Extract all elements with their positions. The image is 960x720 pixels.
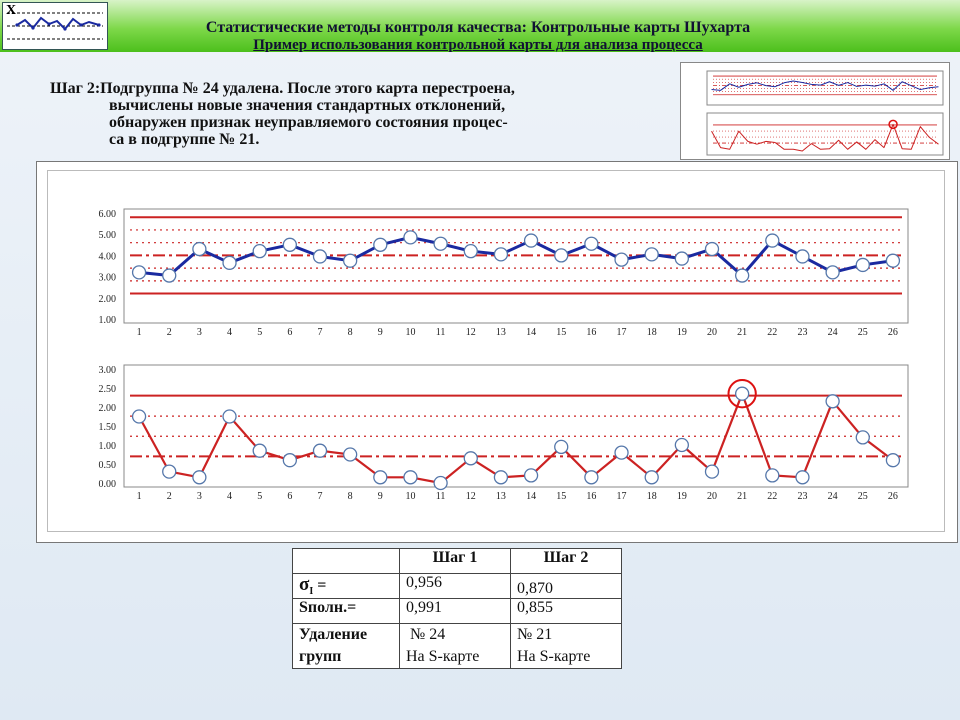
x-chart-data-point <box>585 237 598 250</box>
row-label-removal-2: групп <box>299 648 342 665</box>
sigma-equals: = <box>313 577 327 594</box>
s-chart-xtick-label: 15 <box>556 491 567 502</box>
x-chart-xtick-label: 24 <box>827 327 838 338</box>
s-chart-xtick-label: 24 <box>827 491 838 502</box>
logo <box>2 2 108 50</box>
s-chart-data-point <box>856 431 869 444</box>
step-line-3: обнаружен признак неуправляемого состояния процес- <box>109 114 508 131</box>
s-chart-data-point <box>464 452 477 465</box>
s-chart-data-point <box>374 471 387 484</box>
header-bar <box>0 0 960 52</box>
table-row <box>293 599 622 624</box>
s-chart-xtick-label: 17 <box>616 491 627 502</box>
s-chart-data-point <box>314 444 327 457</box>
s-chart-data-point <box>525 469 538 482</box>
s-chart-xtick-label: 19 <box>676 491 687 502</box>
s-chart-xtick-label: 20 <box>707 491 717 502</box>
s-chart-xtick-label: 16 <box>586 491 597 502</box>
s-chart-xtick-label: 7 <box>317 491 323 502</box>
s-chart-xtick-label: 23 <box>797 491 808 502</box>
s-chart-data-point <box>253 444 266 457</box>
x-chart-xtick-label: 4 <box>227 327 233 338</box>
s-chart-xtick-label: 22 <box>767 491 778 502</box>
x-chart-ytick-label: 5.00 <box>98 230 116 242</box>
s-chart-xtick-label: 13 <box>495 491 506 502</box>
s-chart-xtick-label: 5 <box>257 491 263 502</box>
x-chart-xtick-label: 26 <box>887 327 898 338</box>
x-chart-data-point <box>615 253 628 266</box>
control-charts-svg <box>48 171 944 531</box>
s-chart-xtick-label: 26 <box>887 491 898 502</box>
thumb-s-series-line <box>712 124 939 151</box>
cell-removal-step1-group: № 24 <box>406 626 446 643</box>
x-chart-data-point <box>856 258 869 271</box>
x-chart-xtick-label: 18 <box>646 327 657 338</box>
s-chart-xtick-label: 8 <box>347 491 353 502</box>
s-chart-ytick-label: 1.50 <box>98 422 116 433</box>
x-chart-xtick-label: 11 <box>435 327 446 338</box>
s-chart-plot-frame <box>124 365 908 487</box>
row-label-removal-1: Удаление <box>299 626 368 643</box>
s-chart-xtick-label: 12 <box>465 491 476 502</box>
s-chart-data-point <box>193 471 206 484</box>
s-chart-data-point <box>404 471 417 484</box>
x-chart-ytick-label: 4.00 <box>98 251 116 263</box>
s-chart-xtick-label: 10 <box>405 491 416 502</box>
s-chart-ytick-label: 2.00 <box>98 403 116 414</box>
logo-chart-icon <box>3 3 107 49</box>
row-label-removal <box>293 624 400 669</box>
x-chart-data-point <box>133 266 146 279</box>
s-chart-xtick-label: 1 <box>136 491 142 502</box>
s-chart-data-point <box>826 395 839 408</box>
s-chart-ytick-label: 0.00 <box>98 479 116 490</box>
s-chart-data-point <box>675 439 688 452</box>
x-chart-data-point <box>163 269 176 282</box>
x-chart-data-point <box>555 249 568 262</box>
x-chart-data-point <box>525 234 538 247</box>
table-header-row <box>293 549 622 574</box>
x-chart-xtick-label: 3 <box>196 327 202 338</box>
s-chart-xtick-label: 9 <box>377 491 383 502</box>
s-chart-ytick-label: 2.50 <box>98 384 116 395</box>
x-chart-data-point <box>736 269 749 282</box>
s-chart-data-point <box>555 440 568 453</box>
s-chart-data-point <box>886 454 899 467</box>
x-chart-xtick-label: 7 <box>317 327 323 338</box>
s-chart-xtick-label: 14 <box>526 491 537 502</box>
s-chart-data-point <box>133 410 146 423</box>
x-chart-data-point <box>464 245 477 258</box>
x-chart-ytick-label: 2.00 <box>98 293 116 305</box>
x-chart-xtick-label: 21 <box>737 327 748 338</box>
x-chart-data-point <box>374 238 387 251</box>
page-title: Статистические методы контроля качества: Контрольные карты Шухарта <box>205 19 751 36</box>
x-chart-data-point <box>434 237 447 250</box>
s-chart-data-point <box>223 410 236 423</box>
x-chart-xtick-label: 14 <box>526 327 537 338</box>
s-chart-data-point <box>585 471 598 484</box>
x-chart-xtick-label: 16 <box>586 327 597 338</box>
row-label-s: Sполн.= <box>293 599 400 624</box>
x-chart-xtick-label: 22 <box>767 327 778 338</box>
step-line-2: вычислены новые значения стандартных отклонений, <box>109 97 506 114</box>
s-chart-data-point <box>766 469 779 482</box>
row-label-sigma <box>293 574 400 599</box>
x-chart-data-point <box>766 234 779 247</box>
s-chart-data-point <box>163 465 176 478</box>
cell-removal-step2-group: № 21 <box>517 626 553 643</box>
x-chart-data-point <box>826 266 839 279</box>
s-chart-data-point <box>736 387 749 400</box>
x-chart-data-point <box>675 252 688 265</box>
x-chart-data-point <box>494 248 507 261</box>
step-line-4: са в подгруппе № 21. <box>109 131 260 148</box>
s-chart-xtick-label: 18 <box>646 491 657 502</box>
x-chart-data-point <box>886 254 899 267</box>
s-chart-xtick-label: 25 <box>857 491 868 502</box>
step-description <box>50 80 650 148</box>
x-chart-data-point <box>404 231 417 244</box>
cell-s-step1: 0,991 <box>400 599 511 624</box>
thumbnail-chart-svg <box>681 63 949 159</box>
cell-removal-step2 <box>511 624 622 669</box>
table-corner <box>293 549 400 574</box>
x-chart-xtick-label: 10 <box>405 327 416 338</box>
cell-removal-step2-chart: На S-карте <box>517 648 591 665</box>
cell-sigma-step2: 0,870 <box>511 574 622 599</box>
x-chart-ytick-label: 3.00 <box>98 272 116 284</box>
x-chart-data-point <box>706 243 719 256</box>
s-chart-xtick-label: 11 <box>435 491 446 502</box>
x-chart-xtick-label: 15 <box>556 327 567 338</box>
thumbnail-chart <box>680 62 950 160</box>
x-chart-xtick-label: 17 <box>616 327 627 338</box>
s-chart-xtick-label: 4 <box>227 491 233 502</box>
chart-area <box>47 170 945 532</box>
x-chart-data-point <box>645 248 658 261</box>
s-chart-data-point <box>494 471 507 484</box>
page-subtitle <box>118 37 838 54</box>
x-chart-data-point <box>223 256 236 269</box>
x-chart-xtick-label: 20 <box>707 327 717 338</box>
s-chart-xtick-label: 2 <box>166 491 172 502</box>
x-chart-data-point <box>314 250 327 263</box>
x-chart-ytick-label: 1.00 <box>98 315 116 326</box>
x-chart-xtick-label: 12 <box>465 327 476 338</box>
x-chart-data-point <box>193 243 206 256</box>
col-header-step1: Шаг 1 <box>400 549 511 574</box>
col-header-step2: Шаг 2 <box>511 549 622 574</box>
x-chart-xtick-label: 1 <box>136 327 142 338</box>
s-chart-data-point <box>434 477 447 490</box>
x-chart-xtick-label: 2 <box>166 327 172 338</box>
chart-frame <box>36 161 958 543</box>
x-chart-xtick-label: 5 <box>257 327 263 338</box>
x-chart-data-point <box>796 250 809 263</box>
s-chart-data-point <box>645 471 658 484</box>
s-chart-ytick-label: 3.00 <box>98 365 116 376</box>
x-chart-data-point <box>253 245 266 258</box>
x-chart-xtick-label: 19 <box>676 327 687 338</box>
s-chart-ytick-label: 1.00 <box>98 441 116 452</box>
page-subtitle-text: Пример использования контрольной карты для анализа процесса <box>253 37 703 53</box>
sigma-symbol: σ <box>299 574 310 595</box>
x-chart-xtick-label: 6 <box>287 327 293 338</box>
sigma-subscript: I <box>309 586 314 598</box>
cell-removal-step1 <box>400 624 511 669</box>
s-chart-data-point <box>615 446 628 459</box>
x-chart-xtick-label: 23 <box>797 327 808 338</box>
x-chart-xtick-label: 8 <box>347 327 353 338</box>
s-chart-xtick-label: 6 <box>287 491 293 502</box>
s-chart-xtick-label: 21 <box>737 491 748 502</box>
cell-s-step2: 0,855 <box>511 599 622 624</box>
cell-removal-step1-chart: На S-карте <box>406 648 480 665</box>
step-line-1: Шаг 2:Подгруппа № 24 удалена. После этого карта перестроена, <box>50 80 515 97</box>
s-chart-data-point <box>344 448 357 461</box>
x-chart-xtick-label: 25 <box>857 327 868 338</box>
s-chart-xtick-label: 3 <box>196 491 202 502</box>
logo-letter: X <box>6 3 17 18</box>
x-chart-data-point <box>344 254 357 267</box>
table-row <box>293 624 622 669</box>
x-chart-plot-frame <box>124 209 908 323</box>
s-chart-ytick-label: 0.50 <box>98 460 116 471</box>
s-chart-series-line <box>139 394 893 483</box>
s-chart-data-point <box>796 471 809 484</box>
table-row <box>293 574 622 599</box>
x-chart-ytick-label: 6.00 <box>98 209 116 220</box>
s-chart-data-point <box>283 454 296 467</box>
x-chart-xtick-label: 9 <box>377 327 383 338</box>
results-table <box>292 548 622 669</box>
x-chart-xtick-label: 13 <box>495 327 506 338</box>
cell-sigma-step1: 0,956 <box>400 574 511 599</box>
s-chart-data-point <box>706 465 719 478</box>
x-chart-data-point <box>283 238 296 251</box>
